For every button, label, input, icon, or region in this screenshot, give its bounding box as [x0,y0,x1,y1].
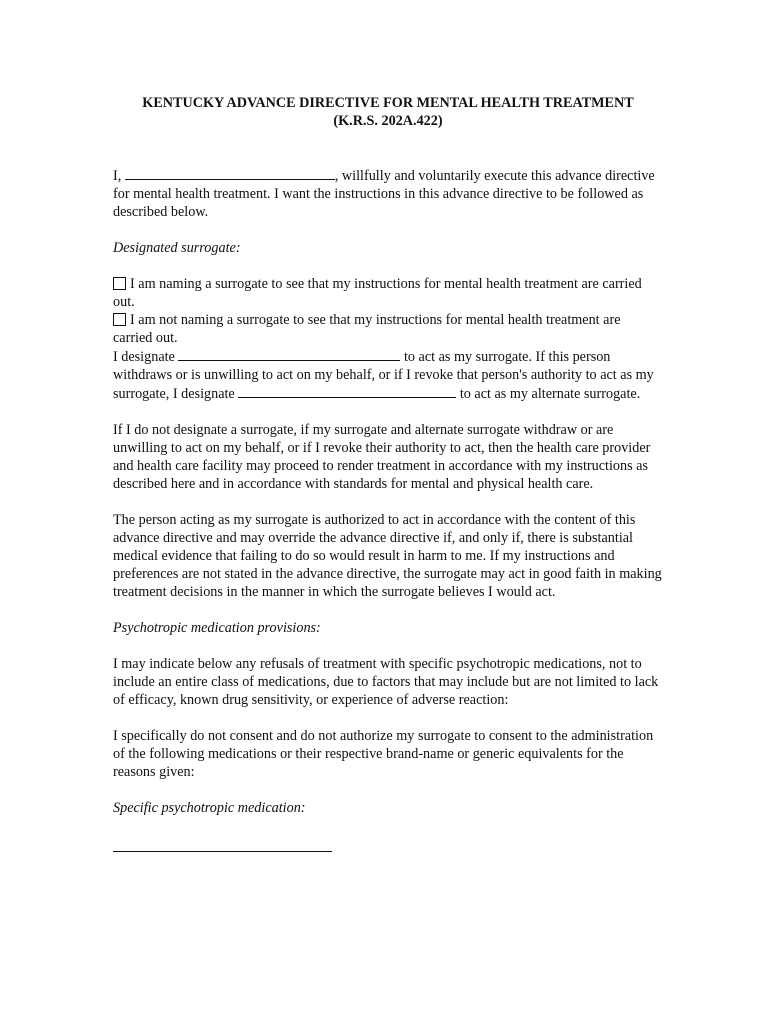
specific-medication-heading: Specific psychotropic medication: [113,800,306,816]
naming-surrogate-checkbox[interactable] [113,277,126,290]
surrogate-authority-paragraph: The person acting as my surrogate is authorized to act in accordance with the content of this advance directive and may override the advance directive if, and only if, there is substantial medical evidence that failing to do so would result in harm to me. If my instructions and preferences are not stated in the advance directive, the surrogate may act in good faith in making treatment decisions in the manner in which the surrogate believes I would act. [113,512,662,600]
option-naming-surrogate [113,275,663,311]
psychotropic-heading: Psychotropic medication provisions: [113,620,321,636]
spacer [113,130,663,166]
surrogate-name-field[interactable] [178,347,400,361]
intro-prefix: I, [113,168,122,184]
designate-middle: to act as my surrogate. If this person withdraws or is unwilling to act on my behalf, or if I revoke that person's authority to act as my surrogate, I designate [113,349,654,402]
specific-medication-field[interactable] [113,851,332,852]
declarant-name-field[interactable] [125,166,335,180]
not-naming-surrogate-checkbox[interactable] [113,313,126,326]
no-surrogate-paragraph: If I do not designate a surrogate, if my surrogate and alternate surrogate withdraw or are unwilling to act on my behalf, or if I revoke their authority to act, then the health care provider and health care facility may proceed to render treatment in accordance with my instructions as described here and in accordance with standards for mental and physical health care. [113,422,651,492]
document-page [113,94,663,852]
designate-prefix: I designate [113,349,175,365]
option-not-naming-surrogate [113,311,663,347]
refusals-paragraph: I may indicate below any refusals of treatment with specific psychotropic medications, not to include an entire class of medications, due to factors that may include but are not limited to lack of efficacy, known drug sensitivity, or experience of adverse reaction: [113,656,659,708]
spacer [113,221,663,239]
designated-surrogate-heading: Designated surrogate: [113,240,241,256]
document-title-line1: KENTUCKY ADVANCE DIRECTIVE FOR MENTAL HEALTH TREATMENT [142,95,634,111]
alternate-surrogate-name-field[interactable] [238,384,456,398]
no-consent-paragraph: I specifically do not consent and do not authorize my surrogate to consent to the administration of the following medications or their respective brand-name or generic equivalents for the reasons given: [113,728,654,780]
spacer [113,601,663,619]
spacer [113,637,663,655]
intro-suffix: , willfully and voluntarily execute this advance directive for mental health treatment. I want the instructions in this advance directive to be followed as described below. [113,168,655,220]
designate-suffix: to act as my alternate surrogate. [459,386,641,402]
option-not-naming-label: I am not naming a surrogate to see that my instructions for mental health treatment are carried out. [113,312,621,346]
spacer [113,403,663,421]
spacer [113,781,663,799]
spacer [113,493,663,511]
designate-paragraph [113,347,663,403]
intro-paragraph [113,166,663,221]
spacer [113,709,663,727]
spacer [113,257,663,275]
option-naming-label: I am naming a surrogate to see that my instructions for mental health treatment are carried out. [113,276,642,310]
document-title-line2: (K.R.S. 202A.422) [333,113,443,129]
